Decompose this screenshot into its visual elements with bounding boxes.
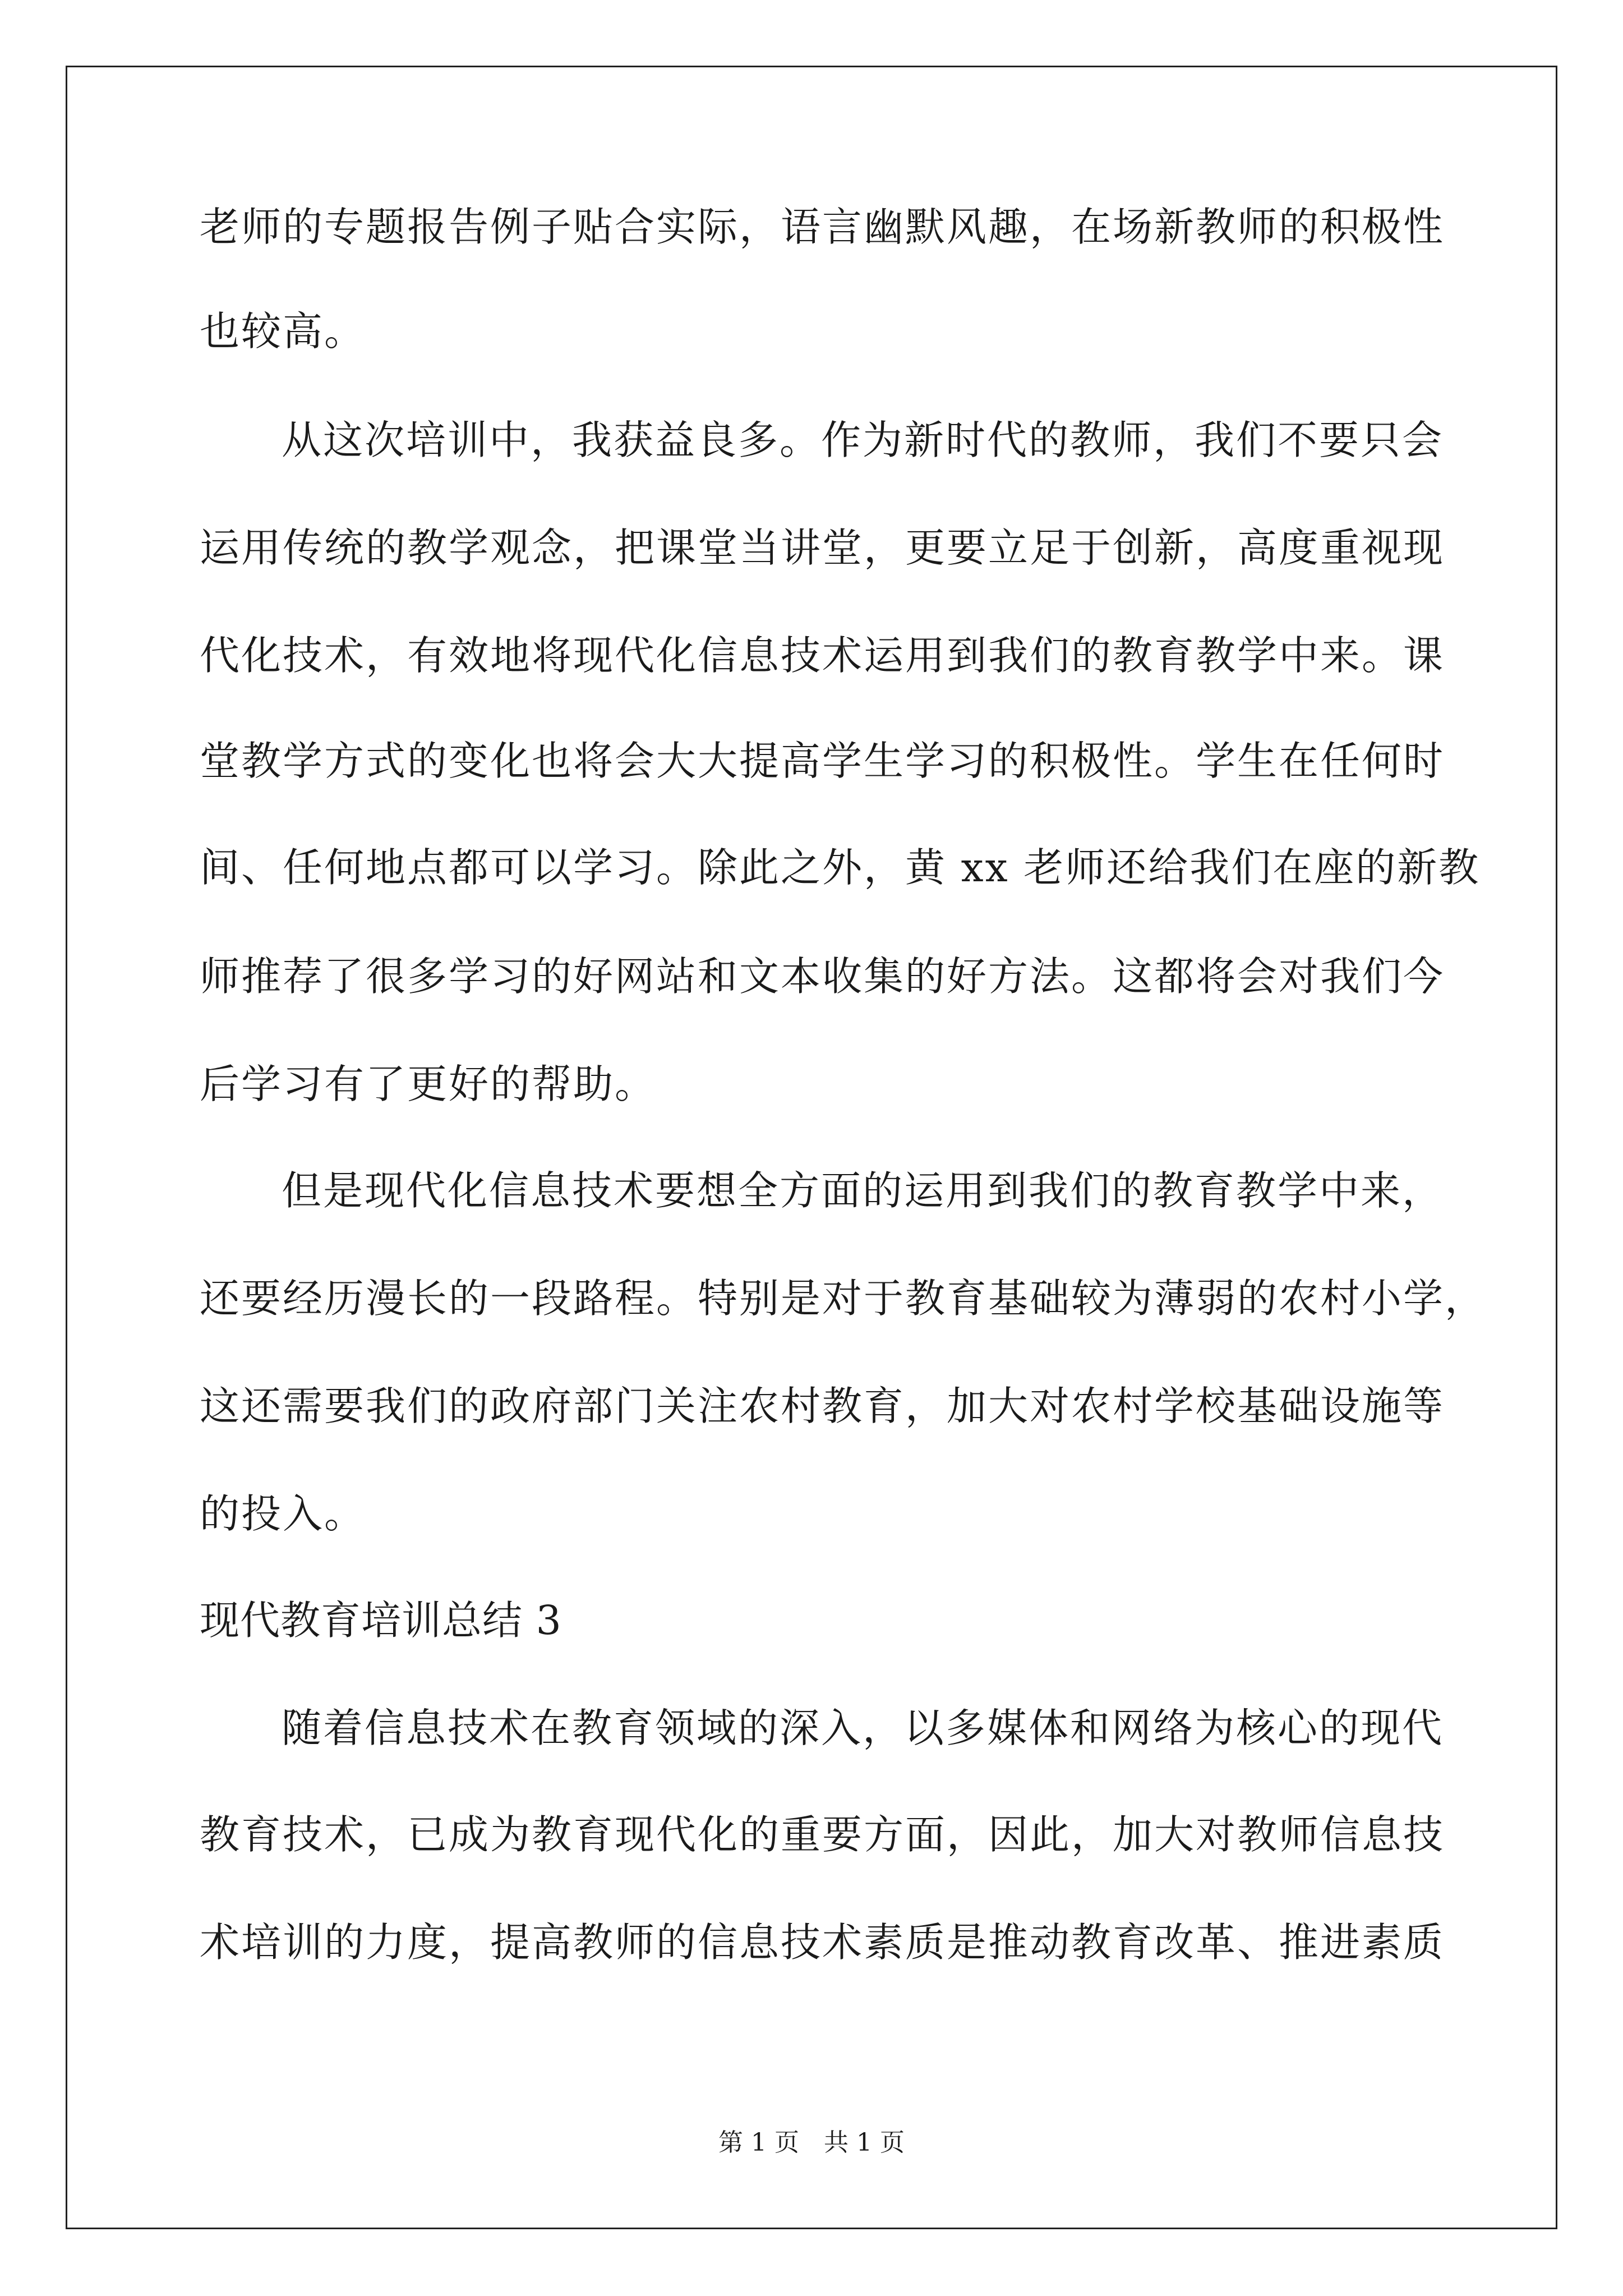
body-line: 师推荐了很多学习的好网站和文本收集的好方法。这都将会对我们今 [200, 953, 1445, 1000]
body-line: 这还需要我们的政府部门关注农村教育，加大对农村学校基础设施等 [200, 1383, 1445, 1429]
body-line: 也较高。 [200, 308, 366, 355]
page-total: 共 1 页 [824, 2128, 905, 2157]
body-line: 术培训的力度，提高教师的信息技术素质是推动教育改革、推进素质 [200, 1919, 1445, 1966]
body-line: 老师的专题报告例子贴合实际，语言幽默风趣，在场新教师的积极性 [200, 204, 1445, 250]
body-line: 代化技术，有效地将现代化信息技术运用到我们的教育教学中来。课 [200, 632, 1445, 679]
page-footer [0, 2126, 1623, 2160]
body-line: 堂教学方式的变化也将会大大提高学生学习的积极性。学生在任何时 [200, 738, 1445, 784]
section-heading: 现代教育培训总结 3 [200, 1597, 562, 1644]
body-line: 间、任何地点都可以学习。除此之外，黄 xx 老师还给我们在座的新教 [200, 844, 1481, 891]
paragraph-first-line: 随着信息技术在教育领域的深入，以多媒体和网络为核心的现代 [282, 1705, 1444, 1751]
page-number: 第 1 页 [718, 2128, 799, 2157]
body-line: 运用传统的教学观念，把课堂当讲堂，更要立足于创新，高度重视现 [200, 524, 1445, 571]
body-line: 教育技术，已成为教育现代化的重要方面，因此，加大对教师信息技 [200, 1811, 1445, 1858]
paragraph-first-line: 但是现代化信息技术要想全方面的运用到我们的教育教学中来， [282, 1167, 1444, 1214]
body-line: 还要经历漫长的一段路程。特别是对于教育基础较为薄弱的农村小学， [200, 1275, 1487, 1322]
page-border [66, 66, 1557, 2229]
paragraph-first-line: 从这次培训中，我获益良多。作为新时代的教师，我们不要只会 [282, 417, 1444, 463]
body-line: 的投入。 [200, 1490, 366, 1537]
body-line: 后学习有了更好的帮助。 [200, 1061, 657, 1107]
